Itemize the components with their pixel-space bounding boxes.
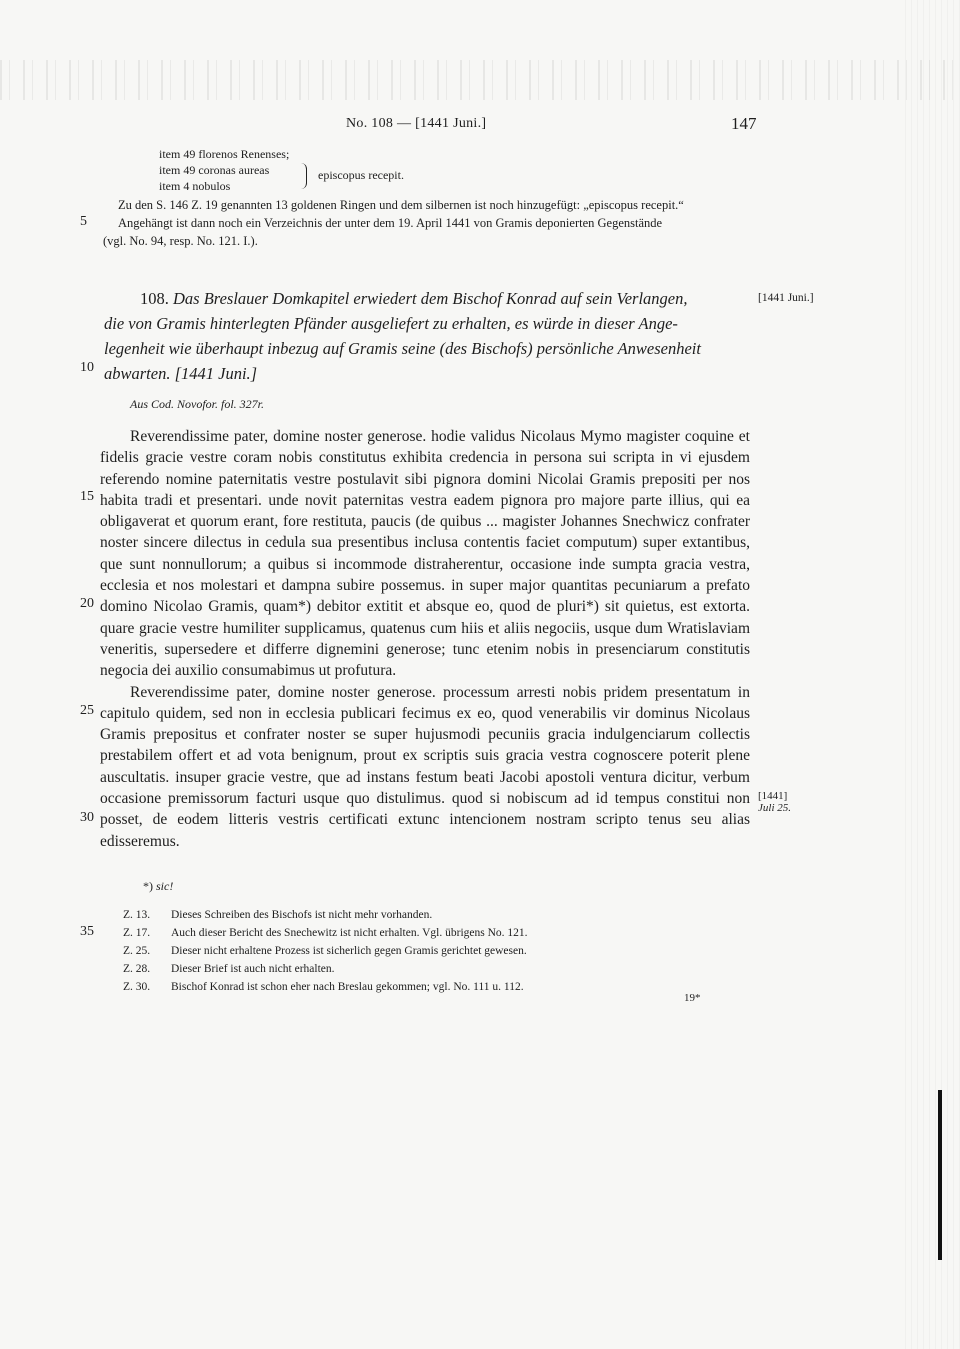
critical-note	[123, 906, 528, 924]
heading-line: abwarten. [1441 Juni.]	[104, 364, 258, 383]
scan-edge-bar	[938, 1090, 942, 1260]
margin-day: Juli 25.	[758, 802, 791, 814]
critical-note	[123, 924, 528, 942]
heading-line: die von Gramis hinterlegten Pfänder ausgeliefert zu erhalten, es würde in dieser Ange-	[104, 314, 678, 333]
margin-year: [1441]	[758, 790, 788, 802]
note-ref: Z. 13.	[123, 909, 151, 921]
heading-line: Das Breslauer Domkapitel erwiedert dem Bischof Konrad auf sein Verlangen,	[173, 289, 688, 308]
line-number: 20	[80, 596, 94, 611]
line-number: 35	[80, 924, 94, 939]
scan-artifact-top	[0, 60, 960, 100]
note-text: Auch dieser Bericht des Snechewitz ist nicht erhalten. Vgl. übrigens No. 121.	[171, 927, 528, 939]
page-number: 147	[731, 114, 757, 133]
item-line: item 49 coronas aureas	[159, 163, 270, 177]
item-line: item 4 nobulos	[159, 179, 231, 193]
footnote-marker: *)	[143, 879, 153, 893]
note-line: Angehängt ist dann noch ein Verzeichnis der unter dem 19. April 1441 von Gramis deponierten Gegenstände	[118, 216, 663, 230]
body-paragraph: Reverendissime pater, domine noster generose. hodie validus Nicolaus Mymo magister coquine et fidelis gracie vestre coram nobis constitutus exhibita credencia in persona sui scripta in vi ejusdem referendo nomine paternitatis vestre postulavit sibi pignora domini Nicolai Gramis prepositi per nos habita tradi et presentari. unde novit paternitas vestra eadem pignora pro majore parte illius, qui ea obligaverat et quorum erant, fore restituta, paucis (de quibus ... magister Johannes Snechwicz confrater noster sincere dilectus in cedula sua presentibus inclusa contentis faciet computum) super extantibus, que sunt nonnullorum; a quibus si incommode distraherentur, occasione inde sumpta gracia vestra, ecclesia et nos molestari et dampna subire possemus. in super major quantitas pecuniarum a prefato domino Nicolao Gramis, quam*) debitor extitit et absque eo, quod de pluri*) sit quietus, est extorta. quare gracie vestre humiliter supplicamus, quatenus cum hiis et aliis negociis, usque dum Wratislaviam veneritis, supersedere et differre dignemini generose; tunc etenim nobis in presenciarum constitutis negocia dei auxilio consumabimus ut profutura.	[100, 428, 750, 680]
document-heading	[104, 286, 701, 386]
item-list	[159, 146, 289, 194]
critical-note	[123, 942, 528, 960]
letter-body	[100, 426, 750, 852]
body-paragraph: Reverendissime pater, domine noster generose. processum arresti nobis pridem presentatum in capitulo quidem, sed non in ecclesia publicari fecimus ex eo, quod venerabilis vir dominus Nicolaus Gramis prepositus et confrater noster se super hujusmodi pecuniis gracia indulgenciarum collectis prestabilem offert et ad vota benignum, prout ex scriptis suis gracia vestra cognoscere poterit plene auscultatis. insuper gracie vestre, que ad instans festum beati Jacobi apostoli ventura dicitur, verbum occasione premissorum facturi usque quo distulimus. quod si nobiscum ad id tempus constitui non posset, de eodem litteris vestris certificati extunc intencionem nostram scripto tenus seu alias edisseremus.	[100, 683, 750, 850]
footnote-text: sic!	[156, 879, 174, 893]
brace-symbol	[300, 163, 307, 189]
critical-notes	[123, 906, 528, 996]
margin-date: [1441 Juni.]	[758, 292, 814, 304]
critical-note	[123, 960, 528, 978]
note-text: Dieser Brief ist auch nicht erhalten.	[171, 963, 335, 975]
line-number: 5	[80, 214, 87, 229]
line-number: 10	[80, 360, 94, 375]
note-ref: Z. 28.	[123, 963, 151, 975]
line-number: 30	[80, 810, 94, 825]
brace-label: episcopus recepit.	[318, 168, 404, 182]
source-reference: Aus Cod. Novofor. fol. 327r.	[130, 397, 265, 411]
heading-line: legenheit wie überhaupt inbezug auf Gramis seine (des Bischofs) persönliche Anwesenheit	[104, 339, 701, 358]
line-number: 25	[80, 703, 94, 718]
running-header: No. 108 — [1441 Juni.]	[346, 116, 487, 131]
note-text: Dieses Schreiben des Bischofs ist nicht mehr vorhanden.	[171, 909, 433, 921]
note-ref: Z. 25.	[123, 945, 151, 957]
document-number: 108.	[140, 289, 169, 308]
margin-date-note	[758, 790, 791, 814]
note-text: Bischof Konrad ist schon eher nach Breslau gekommen; vgl. No. 111 u. 112.	[171, 981, 524, 993]
footnote-star	[143, 879, 173, 894]
critical-note	[123, 978, 528, 996]
signature-mark: 19*	[684, 992, 701, 1004]
line-number: 15	[80, 489, 94, 504]
scan-artifact-edge	[905, 0, 960, 1349]
item-line: item 49 florenos Renenses;	[159, 147, 290, 161]
note-line: (vgl. No. 94, resp. No. 121. I.).	[103, 234, 258, 248]
note-ref: Z. 17.	[123, 927, 151, 939]
note-ref: Z. 30.	[123, 981, 151, 993]
note-block	[103, 196, 684, 250]
note-line: Zu den S. 146 Z. 19 genannten 13 goldenen Ringen und dem silbernen ist noch hinzugefügt: „episcopus recepit.“	[118, 198, 684, 212]
note-text: Dieser nicht erhaltene Prozess ist sicherlich gegen Gramis gerichtet gewesen.	[171, 945, 527, 957]
